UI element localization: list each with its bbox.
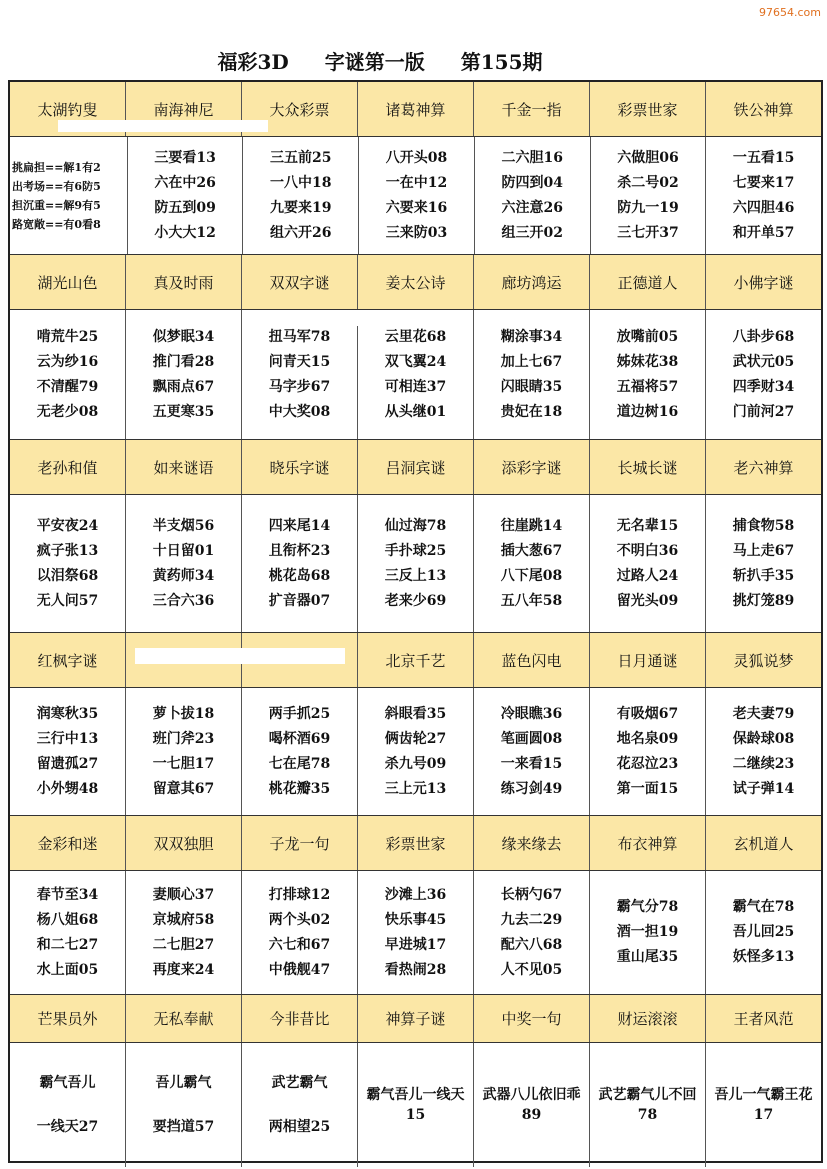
column-header: 老六神算 (706, 440, 821, 494)
riddle-line: 不明白36 (616, 542, 679, 559)
site-watermark: 97654.com (759, 6, 821, 19)
riddle-cell (126, 495, 242, 632)
riddle-line: 门前河27 (732, 403, 795, 420)
riddle-line: 有吸烟67 (616, 705, 679, 722)
column-header: 子龙一句 (242, 816, 358, 870)
riddle-line: 地名泉09 (616, 730, 679, 747)
column-header: 王者风范 (706, 995, 821, 1042)
riddle-line: 且衔杯23 (268, 542, 331, 559)
riddle-line: 小外甥48 (36, 780, 99, 797)
riddle-cell (358, 1043, 474, 1167)
riddle-cell (474, 1043, 590, 1167)
riddle-cell (706, 871, 821, 994)
riddle-cell (242, 871, 358, 994)
riddle-line: 问青天15 (268, 353, 331, 370)
riddle-line: 组六开26 (270, 224, 332, 241)
riddle-cell (590, 1043, 706, 1167)
riddle-line: 马字步67 (268, 378, 331, 395)
riddle-row (10, 871, 821, 995)
riddle-line: 和开单57 (732, 224, 795, 241)
column-header: 布衣神算 (590, 816, 706, 870)
column-header: 晓乐字谜 (242, 440, 358, 494)
riddle-line: 飘雨点67 (152, 378, 215, 395)
header-row (10, 440, 821, 495)
riddle-cell (358, 310, 474, 439)
riddle-cell (358, 871, 474, 994)
page-title (0, 46, 760, 75)
riddle-line: 霸气在78 (732, 899, 795, 915)
riddle-cell (590, 688, 706, 815)
riddle-line: 武状元05 (732, 353, 795, 370)
riddle-line: 双飞翼24 (384, 353, 447, 370)
riddle-line: 三五前25 (270, 149, 332, 166)
riddle-line: 担沉重==解9有5 (12, 198, 101, 212)
riddle-cell (126, 310, 242, 439)
column-header: 红枫字谜 (10, 633, 126, 687)
riddle-line: 一八中18 (270, 174, 332, 191)
riddle-line: 姊妹花38 (616, 353, 679, 370)
riddle-cell (243, 137, 359, 254)
column-header: 千金一指 (474, 82, 590, 136)
riddle-cell (10, 871, 126, 994)
riddle-line: 斩扒手35 (732, 567, 795, 584)
riddle-line: 水上面05 (36, 961, 99, 978)
riddle-line: 两相望25 (268, 1118, 331, 1135)
riddle-line: 防四到04 (501, 174, 563, 191)
riddle-line: 十日留01 (152, 542, 215, 559)
riddle-line: 九去二29 (500, 911, 563, 928)
riddle-cell (474, 688, 590, 815)
riddle-line: 酒一担19 (616, 924, 679, 940)
riddle-line: 杀二号02 (617, 174, 679, 191)
riddle-line: 八卦步68 (732, 328, 795, 345)
riddle-cell (706, 310, 821, 439)
riddle-line: 六做胆06 (617, 149, 679, 166)
riddle-cell (10, 310, 126, 439)
riddle-cell (126, 1043, 242, 1167)
column-header: 蓝色闪电 (474, 633, 590, 687)
riddle-cell (474, 871, 590, 994)
riddle-line: 京城府58 (152, 911, 215, 928)
riddle-table (8, 80, 823, 1163)
column-header: 玄机道人 (706, 816, 821, 870)
riddle-line: 三行中13 (36, 730, 99, 747)
edition-name: 字谜第一版 (324, 50, 425, 74)
column-header: 今非昔比 (242, 995, 358, 1042)
riddle-line: 过路人24 (616, 567, 679, 584)
column-header: 双双字谜 (242, 255, 358, 309)
riddle-line: 三要看13 (154, 149, 216, 166)
riddle-line: 武艺霸气儿不回78 (598, 1087, 697, 1123)
riddle-cell (358, 495, 474, 632)
riddle-row (10, 310, 821, 440)
riddle-line: 五福将57 (616, 378, 679, 395)
riddle-line: 保龄球08 (732, 730, 795, 747)
riddle-line: 配六八68 (500, 936, 563, 953)
riddle-line: 长柄勺67 (500, 886, 563, 903)
column-header: 廊坊鸿运 (474, 255, 590, 309)
riddle-line: 一五看15 (732, 149, 795, 166)
riddle-line: 三上元13 (384, 780, 447, 797)
riddle-line: 二继续23 (732, 755, 795, 772)
riddle-line: 疯子张13 (36, 542, 99, 559)
riddle-line: 妻顺心37 (152, 886, 215, 903)
riddle-cell (358, 688, 474, 815)
riddle-cell (706, 688, 821, 815)
riddle-line: 路宽敞==有0看8 (12, 217, 101, 231)
riddle-line: 插大葱67 (500, 542, 563, 559)
riddle-line: 可相连37 (384, 378, 447, 395)
riddle-line: 霸气分78 (616, 899, 679, 915)
riddle-line: 斜眼看35 (384, 705, 447, 722)
riddle-row (10, 137, 821, 255)
riddle-line: 六要来16 (385, 199, 448, 216)
column-header: 长城长谜 (590, 440, 706, 494)
riddle-cell (128, 137, 244, 254)
riddle-cell (242, 1043, 358, 1167)
riddle-line: 三合六36 (152, 592, 215, 609)
riddle-line: 加上七67 (500, 353, 563, 370)
riddle-line: 笔画圆08 (500, 730, 563, 747)
riddle-line: 练习剑49 (500, 780, 563, 797)
riddle-cell (475, 137, 591, 254)
riddle-line: 道边树16 (616, 403, 679, 420)
riddle-cell (242, 495, 358, 632)
riddle-line: 组三开02 (501, 224, 563, 241)
riddle-line: 再度来24 (152, 961, 215, 978)
riddle-line: 和二七27 (36, 936, 99, 953)
header-row (10, 995, 821, 1043)
riddle-line: 俩齿轮27 (384, 730, 447, 747)
riddle-cell (474, 310, 590, 439)
riddle-line: 半支烟56 (152, 517, 215, 534)
riddle-line: 黄药师34 (152, 567, 215, 584)
riddle-line: 一线天27 (36, 1118, 99, 1135)
riddle-line: 六四胆46 (732, 199, 795, 216)
riddle-cell (359, 137, 475, 254)
riddle-line: 似梦眠34 (152, 328, 215, 345)
riddle-line: 防五到09 (154, 199, 216, 216)
scan-blot (58, 120, 268, 132)
riddle-line: 萝卜拔18 (152, 705, 215, 722)
riddle-line: 武艺霸气 (271, 1074, 328, 1091)
riddle-line: 扩音器07 (268, 592, 331, 609)
riddle-cell (706, 495, 821, 632)
riddle-line: 防九一19 (617, 199, 679, 216)
riddle-line: 挑灯笼89 (732, 592, 795, 609)
riddle-line: 七要来17 (732, 174, 795, 191)
riddle-line: 桃花岛68 (268, 567, 331, 584)
riddle-line: 人不见05 (500, 961, 563, 978)
riddle-line: 闪眼睛35 (500, 378, 563, 395)
riddle-line: 六七和67 (268, 936, 331, 953)
riddle-line: 润寒秋35 (36, 705, 99, 722)
riddle-line: 两手抓25 (268, 705, 331, 722)
scan-blot (135, 648, 345, 664)
riddle-line: 班门斧23 (152, 730, 215, 747)
riddle-line: 七在尾78 (268, 755, 331, 772)
riddle-line: 沙滩上36 (384, 886, 447, 903)
riddle-cell (10, 495, 126, 632)
riddle-line: 一七胆17 (152, 755, 215, 772)
riddle-line: 三来防03 (385, 224, 448, 241)
column-header: 诸葛神算 (358, 82, 474, 136)
riddle-line: 马上走67 (732, 542, 795, 559)
column-header: 老孙和值 (10, 440, 126, 494)
riddle-line: 三反上13 (384, 567, 447, 584)
riddle-line: 春节至34 (36, 886, 99, 903)
column-header: 真及时雨 (126, 255, 242, 309)
riddle-line: 捕食物58 (732, 517, 795, 534)
riddle-line: 冷眼瞧36 (500, 705, 563, 722)
riddle-line: 桃花瓣35 (268, 780, 331, 797)
riddle-line: 出考场==有6防5 (12, 179, 101, 193)
column-header: 吕洞宾谜 (358, 440, 474, 494)
column-header: 姜太公诗 (358, 255, 474, 309)
column-header: 湖光山色 (10, 255, 126, 309)
riddle-line: 早进城17 (384, 936, 447, 953)
riddle-line: 留意其67 (152, 780, 215, 797)
riddle-line: 八下尾08 (500, 567, 563, 584)
column-header: 彩票世家 (590, 82, 706, 136)
riddle-cell (242, 310, 358, 439)
riddle-line: 放嘴前05 (616, 328, 679, 345)
riddle-line: 一在中12 (385, 174, 448, 191)
riddle-line: 三七开37 (617, 224, 679, 241)
column-header: 正德道人 (590, 255, 706, 309)
riddle-line: 老夫妻79 (732, 705, 795, 722)
column-header: 大众彩票 (242, 82, 358, 136)
riddle-line: 吾儿回25 (732, 924, 795, 940)
riddle-line: 六在中26 (154, 174, 216, 191)
riddle-line: 无名辈15 (616, 517, 679, 534)
riddle-line: 老来少69 (384, 592, 447, 609)
riddle-line: 留遗孤27 (36, 755, 99, 772)
column-header: 南海神尼 (126, 82, 242, 136)
column-header: 小佛字谜 (706, 255, 821, 309)
column-header: 财运滚滚 (590, 995, 706, 1042)
riddle-line: 两个头02 (268, 911, 331, 928)
riddle-line: 看热闹28 (384, 961, 447, 978)
riddle-line: 四来尾14 (268, 517, 331, 534)
riddle-cell (242, 688, 358, 815)
riddle-line: 二七胆27 (152, 936, 215, 953)
issue-number: 第155期 (460, 50, 543, 74)
riddle-cell (10, 1043, 126, 1167)
riddle-line: 吾儿一气霸王花17 (714, 1087, 813, 1123)
riddle-line: 重山尾35 (616, 949, 679, 965)
riddle-cell (590, 871, 706, 994)
riddle-line: 糊涂事34 (500, 328, 563, 345)
riddle-line: 一来看15 (500, 755, 563, 772)
riddle-line: 无老少08 (36, 403, 99, 420)
riddle-line: 武器八儿依旧乖89 (482, 1087, 581, 1123)
riddle-line: 不清醒79 (36, 378, 99, 395)
column-header: 神算子谜 (358, 995, 474, 1042)
riddle-line: 九要来19 (270, 199, 332, 216)
riddle-line: 往崖跳14 (500, 517, 563, 534)
riddle-line: 吾儿霸气 (155, 1074, 212, 1091)
column-header: 灵狐说梦 (706, 633, 821, 687)
header-row (10, 816, 821, 871)
riddle-cell (10, 137, 128, 254)
riddle-line: 八开头08 (385, 149, 448, 166)
riddle-line: 中俄舰47 (268, 961, 331, 978)
riddle-line: 喝杯酒69 (268, 730, 331, 747)
riddle-line: 要挡道57 (152, 1118, 215, 1135)
riddle-line: 留光头09 (616, 592, 679, 609)
column-header: 金彩和迷 (10, 816, 126, 870)
riddle-row (10, 495, 821, 633)
scan-blot (250, 310, 360, 326)
riddle-cell (706, 137, 821, 254)
riddle-line: 杀九号09 (384, 755, 447, 772)
riddle-line: 中大奖08 (268, 403, 331, 420)
riddle-line: 仙过海78 (384, 517, 447, 534)
riddle-line: 贵妃在18 (500, 403, 563, 420)
riddle-line: 从头继01 (384, 403, 447, 420)
riddle-line: 第一面15 (616, 780, 679, 797)
riddle-line: 四季财34 (732, 378, 795, 395)
riddle-cell (126, 871, 242, 994)
riddle-line: 杨八姐68 (36, 911, 99, 928)
riddle-cell (590, 310, 706, 439)
riddle-cell (10, 688, 126, 815)
riddle-line: 手扑球25 (384, 542, 447, 559)
riddle-line: 挑扁担==解1有2 (12, 160, 101, 174)
riddle-line: 打排球12 (268, 886, 331, 903)
riddle-line: 平安夜24 (36, 517, 99, 534)
riddle-line: 推门看28 (152, 353, 215, 370)
riddle-line: 以泪祭68 (36, 567, 99, 584)
riddle-line: 云里花68 (384, 328, 447, 345)
riddle-cell (474, 495, 590, 632)
riddle-cell (590, 495, 706, 632)
lottery-name: 福彩3D (217, 50, 289, 74)
column-header: 双双独胆 (126, 816, 242, 870)
column-header: 添彩字谜 (474, 440, 590, 494)
column-header: 太湖钓叟 (10, 82, 126, 136)
riddle-cell (706, 1043, 821, 1167)
riddle-line: 五更寒35 (152, 403, 215, 420)
column-header: 中奖一句 (474, 995, 590, 1042)
riddle-line: 妖怪多13 (732, 949, 795, 965)
riddle-line: 啃荒牛25 (36, 328, 99, 345)
column-header: 缘来缘去 (474, 816, 590, 870)
header-row (10, 633, 821, 688)
header-row (10, 255, 821, 310)
riddle-line: 云为纱16 (36, 353, 99, 370)
riddle-line: 小大大12 (154, 224, 216, 241)
riddle-line: 霸气吾儿一线天15 (366, 1087, 465, 1123)
riddle-cell (591, 137, 707, 254)
riddle-row (10, 1043, 821, 1167)
riddle-line: 扭马军78 (268, 328, 331, 345)
riddle-line: 快乐事45 (384, 911, 447, 928)
riddle-line: 花忍泣23 (616, 755, 679, 772)
column-header: 日月通谜 (590, 633, 706, 687)
column-header: 铁公神算 (706, 82, 821, 136)
column-header: 芒果员外 (10, 995, 126, 1042)
riddle-line: 无人问57 (36, 592, 99, 609)
riddle-line: 六注意26 (501, 199, 563, 216)
column-header: 无私奉献 (126, 995, 242, 1042)
riddle-line: 试子弹14 (732, 780, 795, 797)
column-header: 北京千艺 (358, 633, 474, 687)
riddle-cell (126, 688, 242, 815)
riddle-line: 二六胆16 (501, 149, 563, 166)
column-header: 彩票世家 (358, 816, 474, 870)
column-header: 如来谜语 (126, 440, 242, 494)
riddle-line: 五八年58 (500, 592, 563, 609)
riddle-line: 霸气吾儿 (39, 1074, 96, 1091)
riddle-row (10, 688, 821, 816)
